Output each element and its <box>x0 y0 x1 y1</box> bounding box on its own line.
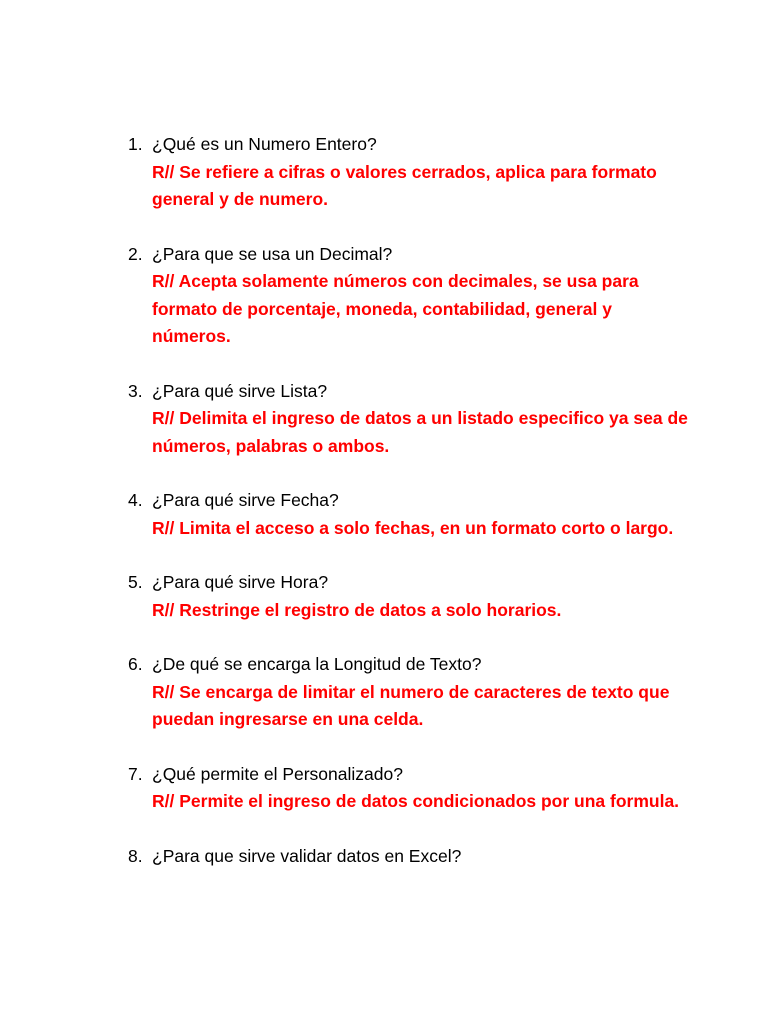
list-item-6 <box>128 651 688 734</box>
list-item-2 <box>128 241 688 351</box>
item-number: 1. <box>128 134 143 154</box>
item-number: 8. <box>128 845 143 866</box>
question-text: ¿Para qué sirve Fecha? <box>152 490 339 510</box>
answer-text: R// Delimita el ingreso de datos a un listado especifico ya sea de números, palabras o ambos. <box>152 408 688 456</box>
question-text: ¿Para qué sirve Lista? <box>152 380 328 401</box>
answer-text: R// Se refiere a cifras o valores cerrados, aplica para formato general y de numero. <box>152 161 657 209</box>
item-number: 7. <box>128 763 143 784</box>
question-text: ¿Para qué sirve Hora? <box>152 572 329 592</box>
question-text: ¿Para que sirve validar datos en Excel? <box>152 845 462 866</box>
list-item-8 <box>128 843 688 871</box>
item-number: 2. <box>128 243 143 264</box>
list-item-1 <box>128 131 688 214</box>
answer-text: R// Limita el acceso a solo fechas, en un formato corto o largo. <box>152 517 674 538</box>
question-text: ¿Qué es un Numero Entero? <box>152 134 377 154</box>
answer-text: R// Se encarga de limitar el numero de caracteres de texto que puedan ingresarse en una celda. <box>152 681 670 729</box>
list-item-4 <box>128 487 688 542</box>
question-answer-list <box>128 131 688 897</box>
answer-text: R// Permite el ingreso de datos condicionados por una formula. <box>152 791 680 811</box>
item-number: 4. <box>128 490 143 510</box>
item-number: 3. <box>128 380 143 401</box>
question-text: ¿Para que se usa un Decimal? <box>152 243 393 264</box>
question-text: ¿De qué se encarga la Longitud de Texto? <box>152 654 482 674</box>
item-number: 6. <box>128 654 143 674</box>
question-text: ¿Qué permite el Personalizado? <box>152 763 403 784</box>
answer-text: R// Acepta solamente números con decimales, se usa para formato de porcentaje, moneda, contabilidad, general y números. <box>152 271 639 346</box>
item-number: 5. <box>128 572 143 592</box>
list-item-5 <box>128 569 688 624</box>
list-item-3 <box>128 378 688 461</box>
list-item-7 <box>128 761 688 816</box>
answer-text: R// Restringe el registro de datos a solo horarios. <box>152 599 562 620</box>
